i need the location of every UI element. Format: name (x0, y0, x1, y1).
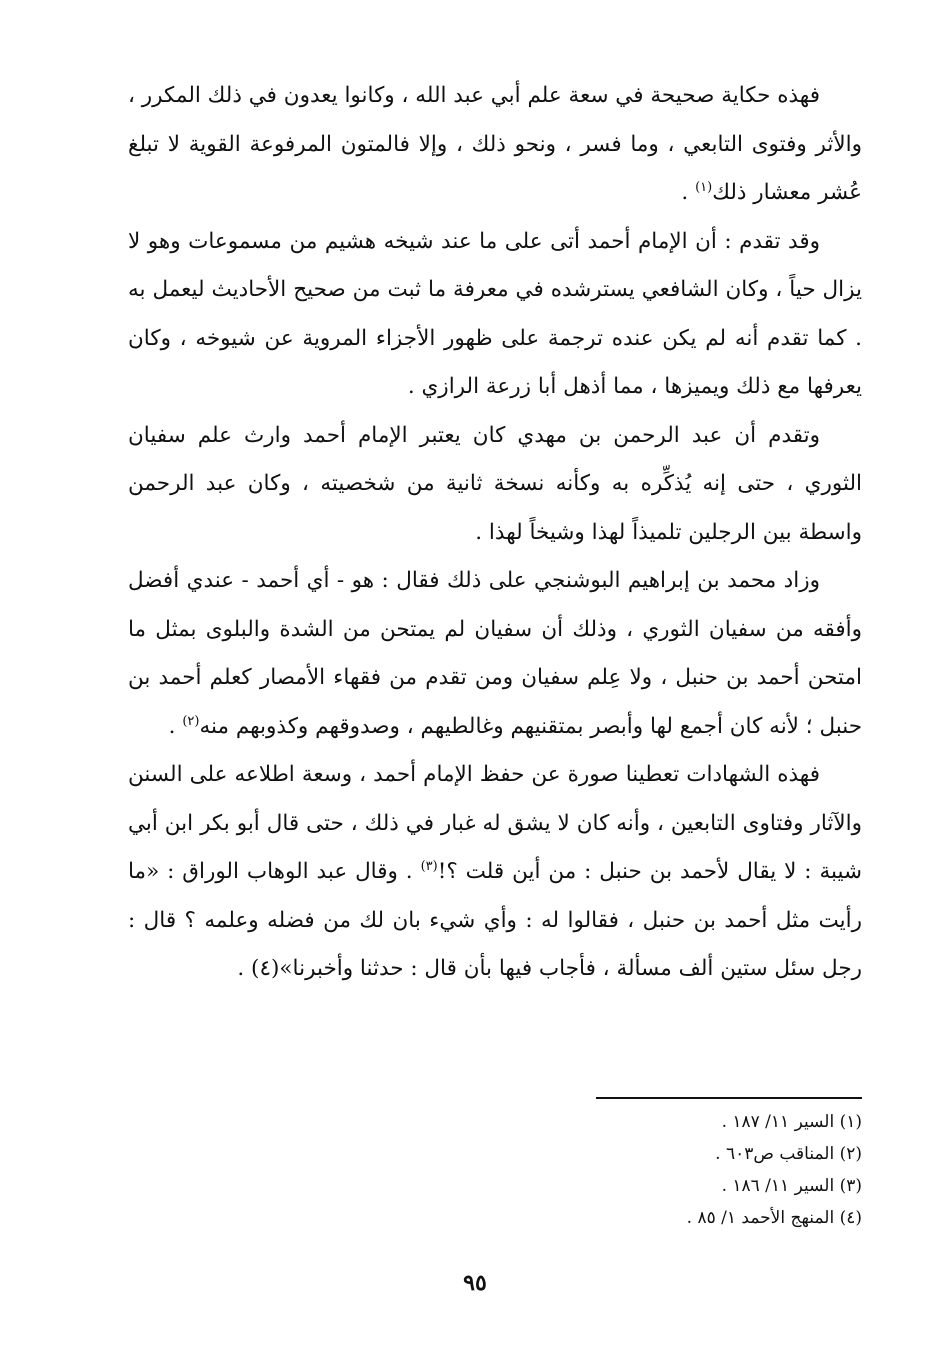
main-text (128, 72, 862, 994)
page-number: ٩٥ (463, 1270, 487, 1296)
paragraph-5: فهذه الشهادات تعطينا صورة عن حفظ الإمام أحمد ، وسعة اطلاعه على السنن والآثار وفتاوى التابعين ، وأنه كان لا يشق له غبار في ذلك ، حتى قال أبو بكر ابن أبي شيبة : لا يقال لأحمد بن حنبل : من أين قلت ؟!$^{(٣)}$ . وقال عبد الوهاب الوراق : «ما رأيت مثل أحمد بن حنبل ، فقالوا له : وأي شيء بان لك من فضله وعلمه ؟ قال : رجل سئل ستين ألف مسألة ، فأجاب فيها بأن قال : حدثنا وأخبرنا»(٤) . (128, 762, 862, 981)
footnote-1: (١) السير ١١/ ١٨٧ . (721, 1112, 862, 1132)
footnotes (500, 1106, 862, 1234)
paragraph-2: وقد تقدم : أن الإمام أحمد أتى على ما عند شيخه هشيم من مسموعات وهو لا يزال حياً ، وكان الشافعي يسترشده في معرفة ما ثبت من صحيح الأحاديث ليعمل به . كما تقدم أنه لم يكن عنده ترجمة على ظهور الأجزاء المروية عن شيوخه ، وكان يعرفها مع ذلك ويميزها ، مما أذهل أبا زرعة الرازي . (128, 228, 862, 399)
paragraph-1: فهذه حكاية صحيحة في سعة علم أبي عبد الله ، وكانوا يعدون في ذلك المكرر ، والأثر وفتوى التابعي ، وما فسر ، ونحو ذلك ، وإلا فالمتون المرفوعة القوية لا تبلغ عُشر معشار ذلك$^{(١)}$ . (128, 83, 862, 205)
footnote-ref-1[interactable]: (١) (695, 179, 713, 195)
paragraph-3: وتقدم أن عبد الرحمن بن مهدي كان يعتبر الإمام أحمد وارث علم سفيان الثوري ، حتى إنه يُذكِّره به وكأنه نسخة ثانية من شخصيته ، وكان عبد الرحمن واسطة بين الرجلين تلميذاً لهذا وشيخاً لهذا . (128, 422, 862, 545)
footnote-4: (٤) المنهج الأحمد ١/ ٨٥ . (686, 1208, 862, 1228)
paragraph-4: وزاد محمد بن إبراهيم البوشنجي على ذلك فقال : هو - أي أحمد - عندي أفضل وأفقه من سفيان الثوري ، وذلك أن سفيان لم يمتحن من الشدة والبلوى بمثل ما امتحن أحمد بن حنبل ، ولا عِلم سفيان ومن تقدم من فقهاء الأمصار كعلم أحمد بن حنبل ؛ لأنه كان أجمع لها وأبصر بمتقنيهم وغالطيهم ، وصدوقهم وكذوبهم منه$^{(٢)}$ . (128, 568, 862, 739)
footnote-ref-2[interactable]: (٢) (182, 713, 200, 729)
footnote-separator (596, 1097, 862, 1099)
footnote-3: (٣) السير ١١/ ١٨٦ . (721, 1176, 862, 1196)
footnote-ref-3[interactable]: (٣) (420, 858, 438, 874)
footnote-2: (٢) المناقب ص٦٠٣ . (715, 1144, 862, 1164)
